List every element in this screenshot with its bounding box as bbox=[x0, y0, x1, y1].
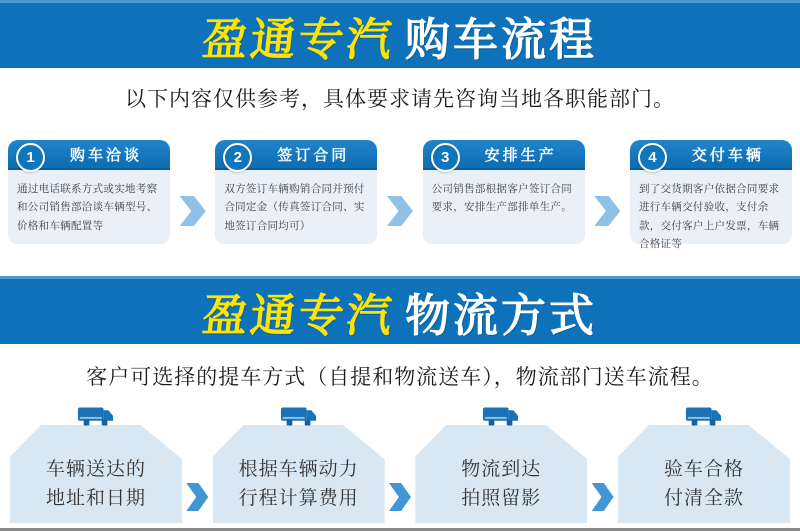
logistics-section-banner bbox=[0, 276, 800, 344]
step-description: 通过电话联系方式或实地考察和公司销售部洽谈车辆型号、价格和车辆配置等 bbox=[8, 170, 170, 244]
logistics-step-text: 根据车辆动力 行程计算费用 bbox=[238, 459, 359, 510]
logistics-step-1 bbox=[10, 425, 182, 523]
brand-name: 盈通专汽 bbox=[199, 290, 398, 341]
purchase-step-card-4 bbox=[630, 140, 792, 251]
step-number-badge: 3 bbox=[431, 143, 460, 172]
arrow-right-icon bbox=[592, 483, 614, 511]
logistics-step-3 bbox=[415, 425, 587, 523]
step-description: 双方签订车辆购销合同并预付合同定金（传真签订合同、实地签订合同均可） bbox=[215, 170, 377, 244]
purchase-step-card-3 bbox=[423, 140, 585, 244]
brand-name: 盈通专汽 bbox=[199, 14, 398, 65]
logistics-banner-title: 物流方式 bbox=[405, 290, 598, 341]
step-number-badge: 2 bbox=[223, 143, 252, 172]
logistics-steps-row bbox=[0, 425, 800, 523]
arrow-right-icon bbox=[387, 196, 413, 226]
arrow-right-icon bbox=[186, 483, 208, 511]
arrow-right-icon bbox=[594, 196, 620, 226]
logistics-step-text: 验车合格 付清全款 bbox=[663, 459, 744, 510]
purchase-step-card-2 bbox=[215, 140, 377, 244]
purchase-disclaimer: 以下内容仅供参考，具体要求请先咨询当地各职能部门。 bbox=[125, 88, 675, 111]
step-header bbox=[215, 140, 377, 170]
step-description: 公司销售部根据客户签订合同要求，安排生产部排单生产。 bbox=[423, 170, 585, 244]
logistics-step-4 bbox=[618, 425, 790, 523]
step-title: 安排生产 bbox=[484, 146, 557, 164]
logistics-intro: 客户可选择的提车方式（自提和物流送车），物流部门送车流程。 bbox=[86, 366, 714, 389]
arrow-right-icon bbox=[389, 483, 411, 511]
logistics-step-text: 物流到达 拍照留影 bbox=[461, 459, 542, 510]
purchase-section-banner bbox=[0, 0, 800, 68]
step-title: 购车洽谈 bbox=[69, 146, 142, 164]
arrow-right-icon bbox=[180, 196, 206, 226]
step-title: 签订合同 bbox=[277, 146, 350, 164]
purchase-steps-row bbox=[0, 140, 800, 251]
step-title: 交付车辆 bbox=[691, 146, 764, 164]
step-header bbox=[423, 140, 585, 170]
step-number-badge: 1 bbox=[16, 143, 45, 172]
step-header bbox=[630, 140, 792, 170]
step-header bbox=[8, 140, 170, 170]
logistics-step-2 bbox=[213, 425, 385, 523]
step-description: 到了交货期客户依据合同要求进行车辆交付验收，支付余款，交付客户上户发票，车辆合格证等 bbox=[630, 170, 792, 244]
purchase-step-card-1 bbox=[8, 140, 170, 244]
purchase-banner-title: 购车流程 bbox=[405, 14, 598, 65]
step-number-badge: 4 bbox=[638, 143, 667, 172]
logistics-step-text: 车辆送达的 地址和日期 bbox=[45, 459, 146, 510]
